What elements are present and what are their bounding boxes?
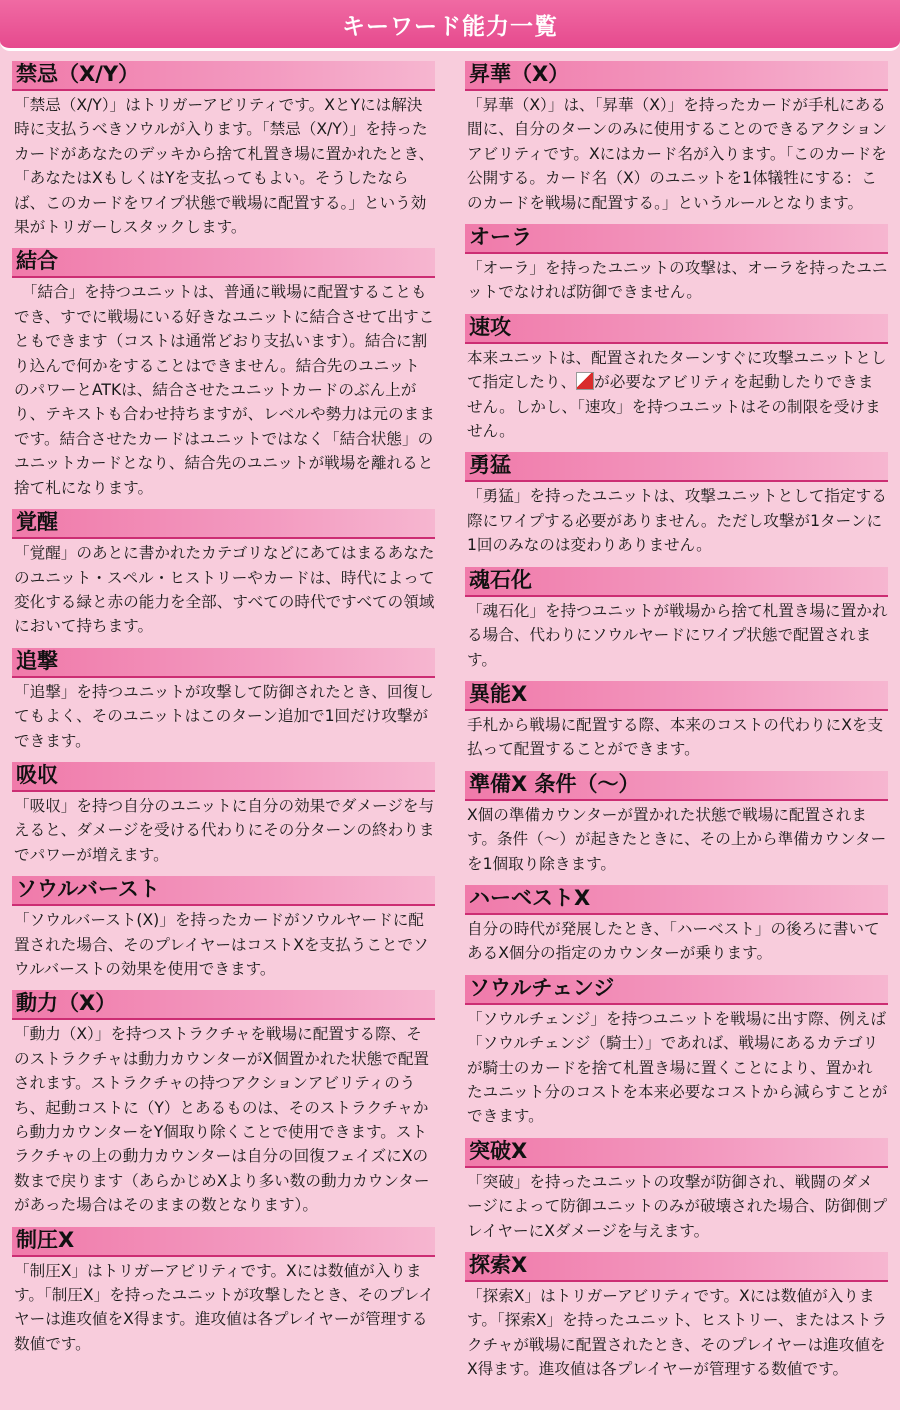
keyword-heading [465, 1252, 888, 1282]
keyword-columns [12, 61, 888, 1391]
keyword-description: 「魂石化」を持つユニットが戦場から捨て札置き場に置かれる場合、代わりにソウルヤードにワイプ状態で配置されます。 [467, 601, 888, 669]
keyword-description: 「覚醒」のあとに書かれたカテゴリなどにあてはまるあなたのユニット・スペル・ヒストリーやカードは、時代によって変化する緑と赤の能力を全部、すべての時代ですべての領域において持ちます。 [14, 544, 435, 636]
keyword-heading [12, 61, 435, 91]
keyword-entry-harvest [465, 885, 888, 966]
keyword-description: X個の準備カウンターが置かれた状態で戦場に配置されます。条件（～）が起きたときに、その上から準備カウンターを1個取り除きます。 [467, 805, 887, 873]
keyword-name: 動力（X） [16, 991, 117, 1016]
keyword-description: 「動力（X）」を持つストラクチャを戦場に配置する際、そのストラクチャは動力カウンターがX個置かれた状態で配置されます。ストラクチャの持つアクションアビリティのうち、起動コストに（Y）とあるものは、そのストラクチャから動力カウンターをY個取り除くことで使用できます。ストラクチャの上の動力カウンターは自分の回復フェイズにXの数まで戻ります（あらかじめXより多い数の動力カウンターがあった場合はそのままの数となります）。 [14, 1025, 430, 1215]
keyword-name: 探索X [469, 1253, 528, 1277]
keyword-name: 魂石化 [469, 567, 532, 592]
keyword-description: 「勇猛」を持ったユニットは、攻撃ユニットとして指定する際にワイプする必要がありません。ただし攻撃が1ターンに1回のみなのは変わりありません。 [467, 487, 887, 555]
keyword-entry-ketsugou [12, 248, 435, 500]
description-part: 本来ユニットは、配置されたターンすぐに攻撃ユニットとして指定したり、 [467, 348, 887, 392]
right-column [465, 61, 888, 1391]
keyword-name: 制圧X [16, 1227, 75, 1252]
keyword-description: 「昇華（X）」は、「昇華（X）」を持ったカードが手札にある間に、自分のターンのみに使用することのできるアクションアビリティです。Xにはカード名が入ります。「このカードを公開する。カード名（X）のユニットを1体犠牲にする：このカードを戦場に配置する。」というルールとなります。 [467, 96, 887, 212]
keyword-name: 結合 [16, 249, 58, 274]
keyword-description: 「ソウルバースト(X)」を持ったカードがソウルヤードに配置された場合、そのプレイヤーはコストXを支払うことでソウルバーストの効果を使用できます。 [14, 911, 429, 978]
keyword-name: 準備X 条件（～） [469, 771, 640, 796]
keyword-entry-douryoku [12, 990, 435, 1217]
keyword-description: 「吸収」を持つ自分のユニットに自分の効果でダメージを与えると、ダメージを受ける代わりにその分ターンの終わりまでパワーが増えます。 [14, 796, 435, 864]
keyword-entry-seiatsu [12, 1227, 435, 1357]
keyword-description: 「追撃」を持つユニットが攻撃して防御されたとき、回復してもよく、そのユニットはこのターン追加で1回だけ攻撃ができます。 [14, 682, 434, 750]
keyword-description: 「ソウルチェンジ」を持つユニットを戦場に出す際、例えば「ソウルチェンジ（騎士）」であれば、戦場にあるカテゴリが騎士のカードを捨て札置き場に置くことにより、置かれたユニット分のコストを本来必要なコストから減らすことができます。 [467, 1009, 888, 1126]
keyword-entry-junbi [465, 771, 888, 876]
keyword-entry-tsuigeki [12, 648, 435, 753]
page-title: キーワード能力一覧 [342, 13, 558, 40]
keyword-heading [465, 681, 888, 711]
keyword-description: 手札から戦場に配置する際、本来のコストの代わりにXを支払って配置することができます。 [467, 715, 884, 759]
keyword-entry-kakusei [12, 509, 435, 639]
keyword-name: 速攻 [469, 314, 511, 339]
keyword-name: ハーベストX [469, 885, 591, 910]
keyword-heading [465, 452, 888, 482]
keyword-heading [12, 1227, 435, 1257]
keyword-entry-kinki [12, 61, 435, 239]
keyword-description: 「禁忌（X/Y）」はトリガーアビリティです。XとYには解決時に支払うべきソウルが入ります。「禁忌（X/Y）」を持ったカードがあなたのデッキから捨て札置き場に置かれたとき、「あなたはXもしくはYを支払ってもよい。そうしたならば、このカードをワイプ状態で戦場に配置する。」という効果がトリガーしスタックします。 [14, 96, 435, 237]
keyword-description: 「探索X」はトリガーアビリティです。Xには数値が入ります。「探索X」を持ったユニット、ヒストリー、またはストラクチャが戦場に配置されたとき、そのプレイヤーは進攻値をX得ます。進攻値は各プレイヤーが管理する数値です。 [467, 1287, 888, 1379]
keyword-heading [12, 762, 435, 792]
keyword-name: ソウルバースト [16, 877, 160, 902]
keyword-name: オーラ [469, 225, 532, 250]
keyword-heading [465, 975, 888, 1005]
keyword-heading [465, 771, 888, 801]
left-column [12, 61, 435, 1391]
keyword-name: 昇華（X） [469, 62, 570, 86]
keyword-entry-yuumou [465, 452, 888, 557]
keyword-heading [12, 876, 435, 906]
keyword-heading [465, 224, 888, 254]
keyword-heading [12, 648, 435, 678]
keyword-heading [465, 567, 888, 597]
keyword-entry-tansaku [465, 1252, 888, 1382]
keyword-description: 「オーラ」を持ったユニットの攻撃は、オーラを持ったユニットでなければ防御できません。 [467, 259, 888, 302]
keyword-entry-toppa [465, 1138, 888, 1243]
keyword-entry-aura [465, 224, 888, 305]
keyword-name: 禁忌（X/Y） [16, 62, 140, 86]
keyword-name: ソウルチェンジ [469, 975, 615, 1000]
keyword-heading [465, 61, 888, 91]
keyword-description: 「突破」を持ったユニットの攻撃が防御され、戦闘のダメージによって防御ユニットのみが破壊された場合、防御側プレイヤーにXダメージを与えます。 [467, 1172, 888, 1240]
keyword-description: 自分の時代が発展したとき、「ハーベスト」の後ろに書いてあるX個分の指定のカウンターが乗ります。 [467, 919, 880, 963]
keyword-entry-soul-change [465, 975, 888, 1129]
keyword-name: 勇猛 [469, 453, 511, 478]
keyword-name: 異能X [469, 681, 528, 706]
wipe-icon [576, 372, 594, 390]
keyword-heading [12, 990, 435, 1020]
keyword-entry-shouka [465, 61, 888, 215]
keyword-entry-sokkou [465, 314, 888, 444]
keyword-name: 覚醒 [16, 510, 58, 535]
keyword-heading [12, 509, 435, 539]
keyword-heading [465, 1138, 888, 1168]
title-bar [0, 0, 900, 51]
keyword-name: 突破X [469, 1138, 528, 1163]
keyword-entry-kyuushuu [12, 762, 435, 867]
keyword-entry-soul-burst [12, 876, 435, 981]
keyword-heading [465, 314, 888, 344]
keyword-heading [465, 885, 888, 915]
keyword-description: 「結合」を持つユニットは、普通に戦場に配置することもでき、すでに戦場にいる好きなユニットに結合させて出すこともできます（コストは通常どおり支払います）。結合に割り込んで何かをすることはできません。結合先のユニットのパワーとATKは、結合させたユニットカードのぶん上がり、テキストも合わせ持ちますが、レベルや勢力は元のままです。結合させたカードはユニットではなく「結合状態」のユニットカードとなり、結合先のユニットが戦場を離れると捨て札になります。 [14, 283, 435, 497]
keyword-description [465, 344, 888, 444]
keyword-name: 吸収 [16, 762, 58, 787]
keyword-entry-inou [465, 681, 888, 762]
keyword-heading [12, 248, 435, 278]
description-part: が必要なアビリティを起動したりできません。しかし、「速攻」を持つユニットはその制限を受けません。 [467, 373, 881, 441]
keyword-name: 追撃 [16, 648, 58, 673]
keyword-entry-konsekika [465, 567, 888, 672]
keyword-description: 「制圧X」はトリガーアビリティです。Xには数値が入ります。「制圧X」を持ったユニットが攻撃したとき、そのプレイヤーは進攻値をX得ます。進攻値は各プレイヤーが管理する数値です。 [14, 1261, 435, 1353]
